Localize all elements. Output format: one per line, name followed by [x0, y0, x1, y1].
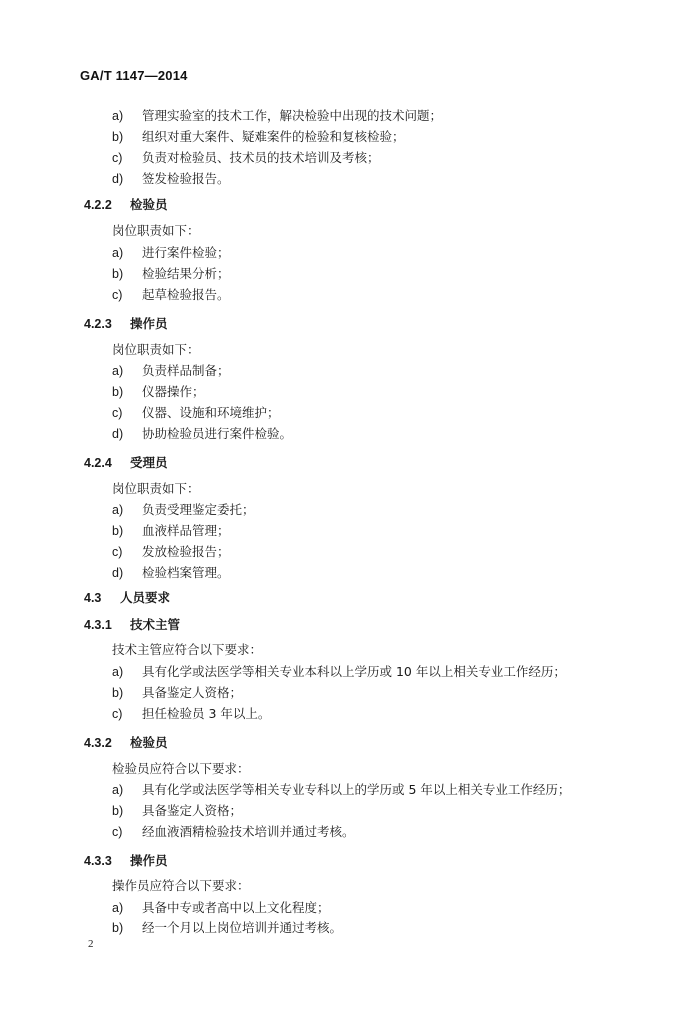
list-marker: a)	[112, 503, 124, 517]
list-text: 负责样品制备；	[142, 363, 230, 378]
list-item	[112, 664, 566, 680]
list-text: 管理实验室的技术工作，解决检验中出现的技术问题；	[142, 108, 443, 123]
list-item	[112, 363, 230, 379]
section-number: 4.2.3	[84, 317, 112, 331]
section-title: 受理员	[130, 455, 168, 470]
section-title: 技术主管	[130, 617, 181, 632]
list-text: 具有化学或法医学等相关专业专科以上的学历或 5 年以上相关专业工作经历；	[142, 782, 571, 797]
list-marker: c)	[112, 707, 123, 721]
list-marker: d)	[112, 172, 124, 186]
section-title: 操作员	[130, 853, 168, 868]
list-text: 签发检验报告。	[142, 171, 230, 186]
list-item	[112, 502, 255, 518]
list-marker: d)	[112, 427, 124, 441]
list-marker: c)	[112, 288, 123, 302]
list-text: 具有化学或法医学等相关专业本科以上学历或 10 年以上相关专业工作经历；	[142, 664, 566, 679]
section-title: 操作员	[130, 316, 168, 331]
list-marker: b)	[112, 921, 124, 935]
page-number: 2	[88, 938, 94, 950]
list-item	[112, 803, 242, 819]
section-number: 4.3.2	[84, 736, 112, 750]
section-title: 人员要求	[120, 590, 171, 605]
list-marker: a)	[112, 783, 124, 797]
section-heading-4-3-1	[84, 617, 180, 633]
section-heading-4-3	[84, 590, 170, 606]
list-item	[112, 129, 405, 145]
list-text: 发放检验报告；	[142, 544, 230, 559]
list-item	[112, 523, 230, 539]
list-item	[112, 266, 230, 282]
section-heading-4-2-4	[84, 455, 168, 471]
section-title: 检验员	[130, 197, 168, 212]
section-heading-4-2-3	[84, 316, 168, 332]
section-number: 4.3.1	[84, 618, 112, 632]
list-marker: c)	[112, 406, 123, 420]
list-text: 经血液酒精检验技术培训并通过考核。	[142, 824, 355, 839]
section-heading-4-3-3	[84, 853, 168, 869]
list-item	[112, 171, 230, 187]
section-number: 4.2.4	[84, 456, 112, 470]
list-marker: b)	[112, 804, 124, 818]
section-intro: 检验员应符合以下要求：	[112, 761, 250, 776]
list-text: 进行案件检验；	[142, 245, 230, 260]
section-intro: 岗位职责如下：	[112, 223, 200, 238]
list-marker: c)	[112, 825, 123, 839]
list-marker: b)	[112, 385, 124, 399]
section-intro: 操作员应符合以下要求：	[112, 878, 250, 893]
list-item	[112, 920, 342, 936]
list-text: 检验档案管理。	[142, 565, 230, 580]
list-marker: d)	[112, 566, 124, 580]
list-marker: b)	[112, 267, 124, 281]
list-item	[112, 565, 230, 581]
list-text: 仪器操作；	[142, 384, 205, 399]
list-text: 具备中专或者高中以上文化程度；	[142, 900, 330, 915]
list-item	[112, 706, 270, 722]
list-marker: a)	[112, 665, 124, 679]
list-marker: c)	[112, 545, 123, 559]
list-text: 检验结果分析；	[142, 266, 230, 281]
section-heading-4-3-2	[84, 735, 168, 751]
list-marker: b)	[112, 130, 124, 144]
list-item	[112, 245, 230, 261]
section-number: 4.3.3	[84, 854, 112, 868]
list-text: 血液样品管理；	[142, 523, 230, 538]
list-text: 协助检验员进行案件检验。	[142, 426, 293, 441]
section-intro: 岗位职责如下：	[112, 481, 200, 496]
list-item	[112, 685, 242, 701]
standard-code-header: GA/T 1147—2014	[80, 68, 188, 83]
list-item	[112, 384, 205, 400]
list-item	[112, 405, 280, 421]
list-marker: b)	[112, 686, 124, 700]
list-text: 仪器、设施和环境维护；	[142, 405, 280, 420]
section-title: 检验员	[130, 735, 168, 750]
section-number: 4.3	[84, 591, 102, 605]
section-heading-4-2-2	[84, 197, 168, 213]
list-marker: a)	[112, 246, 124, 260]
list-text: 经一个月以上岗位培训并通过考核。	[142, 920, 343, 935]
list-text: 负责对检验员、技术员的技术培训及考核；	[142, 150, 380, 165]
list-text: 担任检验员 3 年以上。	[142, 706, 271, 721]
list-item	[112, 900, 330, 916]
list-item	[112, 544, 230, 560]
list-item	[112, 150, 380, 166]
list-item	[112, 426, 292, 442]
list-marker: a)	[112, 364, 124, 378]
list-text: 具备鉴定人资格；	[142, 685, 243, 700]
list-text: 起草检验报告。	[142, 287, 230, 302]
list-text: 组织对重大案件、疑难案件的检验和复核检验；	[142, 129, 405, 144]
list-item	[112, 782, 570, 798]
list-item	[112, 108, 442, 124]
section-intro: 技术主管应符合以下要求：	[112, 642, 263, 657]
list-item	[112, 287, 230, 303]
section-intro: 岗位职责如下：	[112, 342, 200, 357]
list-marker: c)	[112, 151, 123, 165]
list-item	[112, 824, 355, 840]
list-text: 具备鉴定人资格；	[142, 803, 243, 818]
section-number: 4.2.2	[84, 198, 112, 212]
list-text: 负责受理鉴定委托；	[142, 502, 255, 517]
list-marker: b)	[112, 524, 124, 538]
list-marker: a)	[112, 109, 124, 123]
list-marker: a)	[112, 901, 124, 915]
